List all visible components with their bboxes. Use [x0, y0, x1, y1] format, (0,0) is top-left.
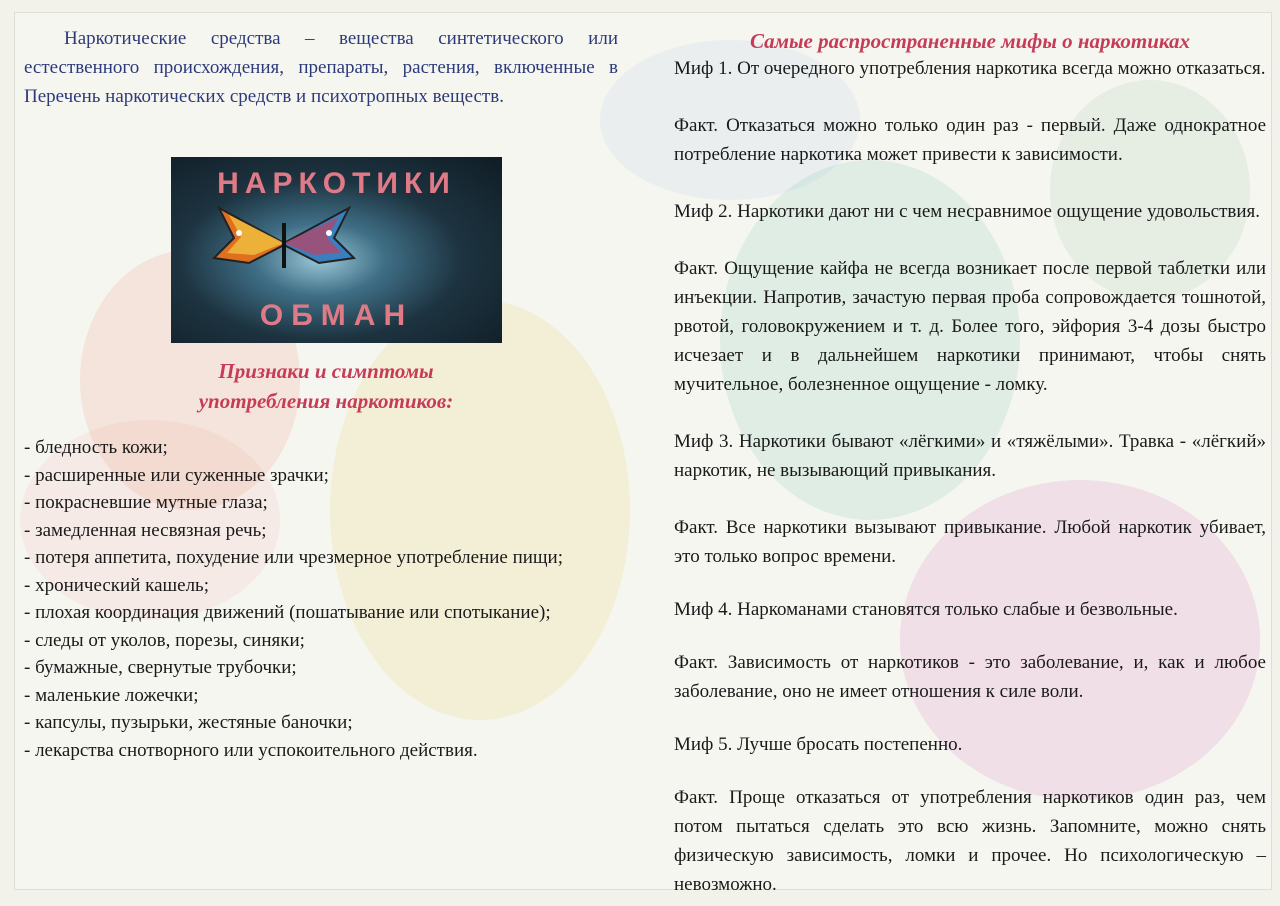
left-column — [24, 24, 618, 761]
list-item: - бумажные, свернутые трубочки; — [24, 657, 297, 678]
fact-3: Факт. Все наркотики вызывают привыкание. Любой наркотик убивает, это только вопрос времени. — [674, 517, 1266, 567]
list-item: - следы от уколов, порезы, синяки; — [24, 629, 305, 651]
butterfly-icon — [209, 203, 359, 283]
poster-title: НАРКОТИКИ — [217, 167, 456, 200]
poster-image — [171, 157, 502, 343]
list-item: - лекарства снотворного или успокоительного действия. — [24, 739, 478, 761]
fact-1: Факт. Отказаться можно только один раз - первый. Даже однократное потребление наркотика может привести к зависимости. — [674, 115, 1266, 165]
fact-5: Факт. Проще отказаться от употребления наркотиков один раз, чем потом пытаться сделать это всю жизнь. Запомните, можно снять физическую зависимость, ломки и прочее. Но психологическую – невозможно. — [674, 787, 1266, 895]
myth-3: Миф 3. Наркотики бывают «лёгкими» и «тяжёлыми». Травка - «лёгкий» наркотик, не вызывающий привыкания. — [674, 431, 1266, 481]
myth-1: Миф 1. От очередного употребления наркотика всегда можно отказаться. — [674, 58, 1266, 79]
signs-list — [24, 434, 618, 764]
poster-subtitle: ОБМАН — [259, 299, 414, 332]
list-item: - маленькие ложечки; — [24, 684, 199, 706]
list-item: - потеря аппетита, похудение или чрезмерное употребление пищи; — [24, 547, 563, 568]
signs-heading-line2: употребления наркотиков: — [198, 389, 454, 413]
list-item: - бледность кожи; — [24, 437, 168, 458]
myths-heading: Самые распространенные мифы о наркотиках — [749, 29, 1191, 53]
fact-4: Факт. Зависимость от наркотиков - это заболевание, и, как и любое заболевание, оно не имеет отношения к силе воли. — [674, 652, 1266, 702]
myth-4: Миф 4. Наркоманами становятся только слабые и безвольные. — [674, 599, 1178, 620]
fact-2: Факт. Ощущение кайфа не всегда возникает после первой таблетки или инъекции. Напротив, зачастую первая проба сопровождается тошнотой, рвотой, головокружением и т. д. Более того, эйфория 3-4 дозы быстро исчезает и в дальнейшем наркотики принимают, чтобы снять мучительное, болезненное ощущение - ломку. — [674, 258, 1266, 395]
signs-heading-line1: Признаки и симптомы — [218, 359, 434, 383]
list-item: - хронический кашель; — [24, 574, 209, 596]
signs-heading — [24, 356, 618, 416]
list-item: - капсулы, пузырьки, жестяные баночки; — [24, 712, 353, 733]
right-column — [674, 28, 1266, 899]
intro-paragraph: Наркотические средства – вещества синтетического или естественного происхождения, препараты, растения, включенные в Перечень наркотических средств и психотропных веществ. — [24, 28, 618, 107]
list-item: - расширенные или суженные зрачки; — [24, 464, 329, 486]
myth-2: Миф 2. Наркотики дают ни с чем несравнимое ощущение удовольствия. — [674, 201, 1261, 222]
list-item: - плохая координация движений (пошатывание или спотыкание); — [24, 602, 551, 623]
list-item: - замедленная несвязная речь; — [24, 519, 267, 541]
myth-5: Миф 5. Лучше бросать постепенно. — [674, 734, 963, 755]
list-item: - покрасневшие мутные глаза; — [24, 492, 268, 513]
